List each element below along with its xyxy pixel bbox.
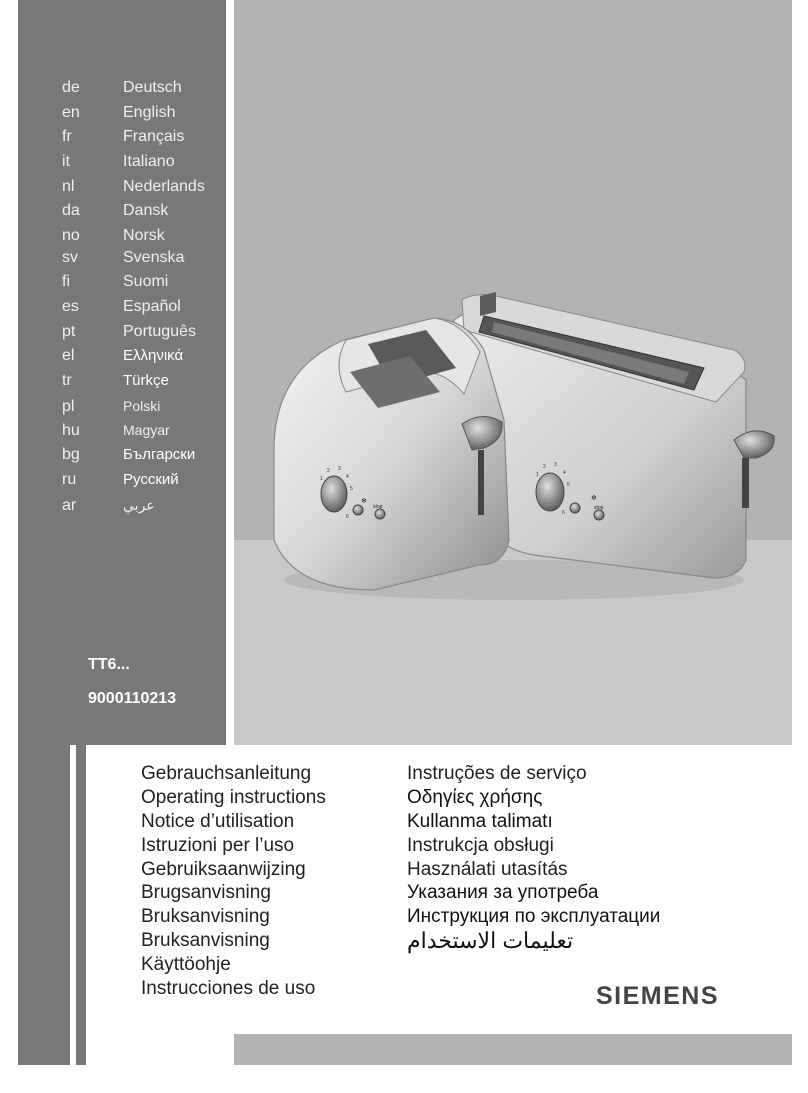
stop-label: stop bbox=[594, 505, 604, 511]
language-item: fi Suomi bbox=[62, 273, 169, 291]
dial-number: 5 bbox=[350, 486, 353, 492]
language-item: el Ελληνικά bbox=[62, 347, 184, 365]
instruction-title: Brugsanvisning bbox=[141, 882, 271, 904]
instruction-title: Instrukcja obsługi bbox=[407, 834, 554, 856]
instructions-list-1 bbox=[141, 762, 326, 1001]
dial-number: 4 bbox=[563, 470, 566, 476]
dial-number: 6 bbox=[346, 514, 349, 520]
brand-logo: SIEMENS bbox=[596, 982, 720, 1010]
language-item: es Español bbox=[62, 298, 181, 315]
dial-number: 4 bbox=[346, 474, 349, 480]
language-panel bbox=[18, 0, 226, 745]
instruction-title: Instrucciones de uso bbox=[141, 978, 316, 1000]
language-item: de Deutsch bbox=[62, 79, 182, 96]
instruction-title: Указания за употреба bbox=[407, 882, 599, 904]
defrost-label: ❄ bbox=[361, 498, 367, 505]
bottom-stripe bbox=[76, 745, 86, 1065]
part-number: 9000110213 bbox=[88, 690, 177, 707]
dial-number: 1 bbox=[536, 472, 539, 478]
instruction-title: Gebruiksaanwijzing bbox=[141, 858, 306, 880]
instruction-title: Gebrauchsanleitung bbox=[141, 763, 312, 784]
language-item: fr Français bbox=[62, 128, 185, 146]
bottom-left-bar bbox=[18, 745, 70, 1065]
stop-label: stop bbox=[373, 504, 383, 510]
language-item: da Dansk bbox=[62, 202, 169, 220]
dial-number: 2 bbox=[543, 464, 546, 470]
instruction-title: Инструкция по эксплуатации bbox=[407, 906, 661, 928]
instruction-title: Instruções de serviço bbox=[407, 763, 587, 784]
instructions-list-2 bbox=[407, 762, 660, 959]
dial-number: 2 bbox=[327, 468, 330, 474]
product-photo bbox=[234, 0, 792, 745]
instruction-title: Operating instructions bbox=[141, 786, 326, 808]
dial-number: 6 bbox=[562, 510, 565, 516]
language-item: sv Svenska bbox=[62, 248, 185, 266]
instruction-title: Használati utasítás bbox=[407, 858, 568, 880]
round-toaster bbox=[274, 318, 509, 590]
dial-number: 1 bbox=[320, 476, 323, 482]
toasters-illustration bbox=[234, 0, 792, 745]
language-item: it Italiano bbox=[62, 153, 175, 171]
language-list bbox=[62, 76, 205, 517]
dial-number: 3 bbox=[338, 466, 341, 472]
language-item: pl Polski bbox=[62, 397, 161, 415]
instruction-title: Notice d’utilisation bbox=[141, 810, 295, 832]
language-item: hu Magyar bbox=[62, 422, 170, 440]
dial-number: 3 bbox=[554, 462, 557, 468]
instruction-title: Istruzioni per l’uso bbox=[141, 834, 295, 856]
language-item: nl Nederlands bbox=[62, 177, 205, 195]
language-item: bg Български bbox=[62, 446, 196, 464]
instruction-title: Bruksanvisning bbox=[141, 906, 270, 928]
language-item: ar عربي bbox=[62, 496, 155, 514]
language-item: no Norsk bbox=[62, 227, 165, 245]
language-item: en English bbox=[62, 103, 176, 121]
model-number: TT6... bbox=[88, 656, 130, 673]
instruction-title: Käyttöohje bbox=[141, 954, 231, 976]
bottom-band bbox=[234, 1034, 792, 1065]
instruction-title: Οδηγίες χρήσης bbox=[407, 786, 543, 808]
instruction-title: Bruksanvisning bbox=[141, 930, 270, 952]
language-item: ru Русский bbox=[62, 470, 179, 488]
instruction-title: تعليمات الاستخدام bbox=[407, 928, 574, 954]
instruction-title: Kullanma talimatı bbox=[407, 810, 553, 832]
dial-number: 5 bbox=[567, 482, 570, 488]
language-item: pt Português bbox=[62, 322, 196, 340]
language-item: tr Türkçe bbox=[62, 372, 169, 390]
defrost-label: ❄ bbox=[591, 495, 597, 502]
